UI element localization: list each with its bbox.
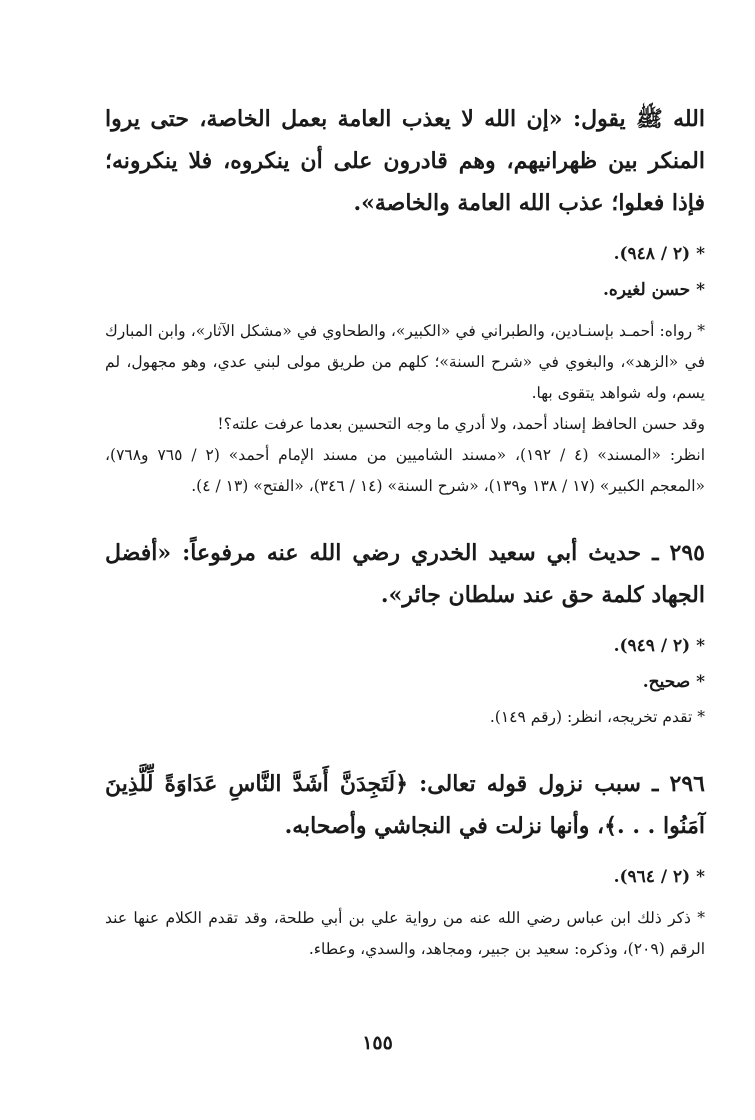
entry-296 [105, 763, 705, 965]
hadith-text: الله ﷺ يقول: «إن الله لا يعذب العامة بعمل الخاصة، حتى يروا المنكر بين ظهرانيهم، وهم قادرون على أن ينكروه، فلا ينكرونه؛ فإذا فعلوا؛ عذب الله العامة والخاصة». [105, 106, 705, 216]
grade: * صحيح. [642, 672, 705, 692]
entry-title: ـ حديث أبي سعيد الخدري رضي الله عنه مرفوعاً: «أفضل الجهاد كلمة حق عند سلطان جائر». [105, 540, 705, 608]
reference: * (٢ / ٩٤٩). [613, 636, 705, 656]
takhrij-note: * ذكر ذلك ابن عباس رضي الله عنه من رواية علي بن أبي طلحة، وقد تقدم الكلام عنها عند الرقم (٢٠٩)، وذكره: سعيد بن جبير، ومجاهد، والسدي، وعطاء. [105, 909, 705, 958]
takhrij-note: انظر: «المسند» (٤ / ١٩٢)، «مسند الشاميين من مسند الإمام أحمد» (٢ / ٧٦٥ و٧٦٨)، «المعجم الكبير» (١٧ / ١٣٨ و١٣٩)، «شرح السنة» (١٤ / ٣٤٦)، «الفتح» (١٣ / ٤). [105, 446, 706, 495]
reference: * (٢ / ٩٤٨). [613, 244, 705, 264]
grade: * حسن لغيره. [602, 280, 705, 300]
takhrij-note: وقد حسن الحافظ إسناد أحمد، ولا أدري ما وجه التحسين بعدما عرفت علته؟! [217, 415, 705, 433]
entry-title: ـ سبب نزول قوله تعالى: ﴿لَتَجِدَنَّ أَشَدَّ النَّاسِ عَدَاوَةً لِّلَّذِينَ آمَنُوا . . .﴾، وأنها نزلت في النجاشي وأصحابه. [105, 771, 705, 839]
entry-number: ٢٩٥ [669, 540, 705, 566]
entry-top [105, 98, 705, 502]
entry-heading [105, 532, 705, 616]
page-body [105, 98, 705, 965]
reference: * (٢ / ٩٦٤). [613, 867, 705, 887]
takhrij-note: * رواه: أحمـد بإسنـادين، والطبراني في «الكبير»، والطحاوي في «مشكل الآثار»، وابن المبارك في «الزهد»، والبغوي في «شرح السنة»؛ كلهم من طريق مولى لبني عدي، وهو مجهول، لم يسم، وله شواهد يتقوى بها. [105, 322, 705, 402]
takhrij-note: * تقدم تخريجه، انظر: (رقم ١٤٩). [489, 708, 705, 726]
page-number: ١٥٥ [362, 1032, 393, 1054]
entry-295 [105, 532, 705, 733]
entry-heading [105, 763, 705, 847]
entry-number: ٢٩٦ [669, 771, 705, 797]
